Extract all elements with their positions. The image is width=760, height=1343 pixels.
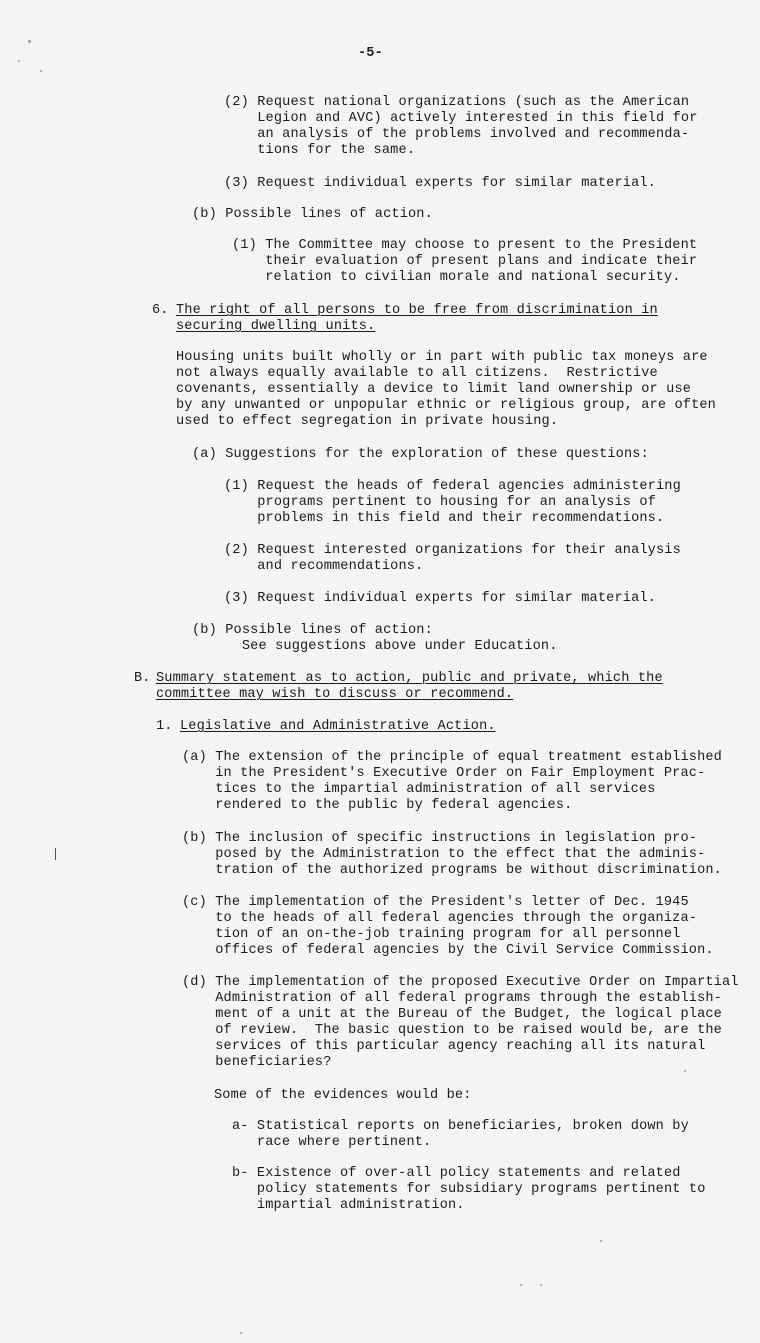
scan-speck bbox=[240, 1332, 242, 1334]
text-line: (a) The extension of the principle of equal treatment established bbox=[182, 750, 722, 765]
text-line: ment of a unit at the Bureau of the Budget, the logical place bbox=[182, 1007, 722, 1022]
text-line: problems in this field and their recommendations. bbox=[224, 511, 665, 526]
list-item: a- Statistical reports on beneficiaries, broken down by bbox=[232, 1119, 689, 1134]
text-line: (2) Request interested organizations for their analysis bbox=[224, 543, 681, 558]
text-line: tions for the same. bbox=[224, 143, 416, 158]
paragraph-line: used to effect segregation in private housing. bbox=[176, 414, 559, 429]
text-line: rendered to the public by federal agencies. bbox=[182, 798, 573, 813]
text-line: relation to civilian morale and national security. bbox=[232, 270, 681, 285]
text-line: Some of the evidences would be: bbox=[214, 1088, 472, 1103]
margin-mark bbox=[55, 848, 56, 860]
list-item: impartial administration. bbox=[232, 1198, 465, 1213]
text-line: to the heads of all federal agencies through the organiza- bbox=[182, 911, 698, 926]
scan-speck bbox=[40, 70, 42, 72]
text-line: (a) Suggestions for the exploration of these questions: bbox=[192, 447, 649, 462]
scan-speck bbox=[18, 60, 20, 62]
text-line: (b) The inclusion of specific instructions in legislation pro- bbox=[182, 831, 698, 846]
list-item: policy statements for subsidiary programs pertinent to bbox=[232, 1182, 706, 1197]
text-line: (b) Possible lines of action: bbox=[192, 623, 433, 638]
text-line: and recommendations. bbox=[224, 559, 424, 574]
list-item: b- Existence of over-all policy statements and related bbox=[232, 1166, 681, 1181]
section-heading: securing dwelling units. bbox=[176, 319, 376, 334]
text-line: beneficiaries? bbox=[182, 1055, 332, 1070]
text-line: tration of the authorized programs be without discrimination. bbox=[182, 863, 722, 878]
text-line: Legion and AVC) actively interested in this field for bbox=[224, 111, 698, 126]
scan-speck bbox=[520, 1284, 522, 1286]
scan-speck bbox=[540, 1284, 542, 1286]
list-item: race where pertinent. bbox=[232, 1135, 432, 1150]
paragraph-line: covenants, essentially a device to limit land ownership or use bbox=[176, 382, 692, 397]
text-line: (b) Possible lines of action. bbox=[192, 207, 433, 222]
page-number: -5- bbox=[358, 46, 383, 61]
text-line: (d) The implementation of the proposed Executive Order on Impartial bbox=[182, 975, 739, 990]
text-line: See suggestions above under Education. bbox=[192, 639, 558, 654]
paragraph-line: by any unwanted or unpopular ethnic or religious group, are often bbox=[176, 398, 716, 413]
text-line: (1) Request the heads of federal agencies administering bbox=[224, 479, 681, 494]
text-line: of review. The basic question to be raised would be, are the bbox=[182, 1023, 722, 1038]
text-line: tion of an on-the-job training program for all personnel bbox=[182, 927, 681, 942]
text-line: their evaluation of present plans and indicate their bbox=[232, 254, 698, 269]
text-line: posed by the Administration to the effect that the adminis- bbox=[182, 847, 706, 862]
section-heading: committee may wish to discuss or recommend. bbox=[156, 687, 514, 702]
text-line: (c) The implementation of the President's letter of Dec. 1945 bbox=[182, 895, 689, 910]
section-heading: The right of all persons to be free from discrimination in bbox=[176, 303, 658, 318]
text-line: (1) The Committee may choose to present to the President bbox=[232, 238, 698, 253]
subsection-heading: Legislative and Administrative Action. bbox=[180, 719, 496, 734]
scan-speck bbox=[600, 1240, 602, 1242]
text-line: (3) Request individual experts for similar material. bbox=[224, 176, 656, 191]
text-line: tices to the impartial administration of all services bbox=[182, 782, 656, 797]
scan-speck bbox=[28, 40, 31, 43]
subsection-number: 1. bbox=[156, 719, 173, 734]
text-line: an analysis of the problems involved and recommenda- bbox=[224, 127, 690, 142]
text-line: services of this particular agency reaching all its natural bbox=[182, 1039, 706, 1054]
text-line: Administration of all federal programs through the establish- bbox=[182, 991, 722, 1006]
section-heading: Summary statement as to action, public and private, which the bbox=[156, 671, 663, 686]
paragraph-line: not always equally available to all citizens. Restrictive bbox=[176, 366, 658, 381]
section-number: 6. bbox=[152, 303, 169, 318]
section-number: B. bbox=[134, 671, 151, 686]
text-line: (3) Request individual experts for similar material. bbox=[224, 591, 656, 606]
text-line: offices of federal agencies by the Civil Service Commission. bbox=[182, 943, 714, 958]
paragraph-line: Housing units built wholly or in part with public tax moneys are bbox=[176, 350, 708, 365]
text-line: programs pertinent to housing for an analysis of bbox=[224, 495, 656, 510]
text-line: (2) Request national organizations (such as the American bbox=[224, 95, 690, 110]
text-line: in the President's Executive Order on Fair Employment Prac- bbox=[182, 766, 706, 781]
scan-speck bbox=[684, 1070, 686, 1072]
